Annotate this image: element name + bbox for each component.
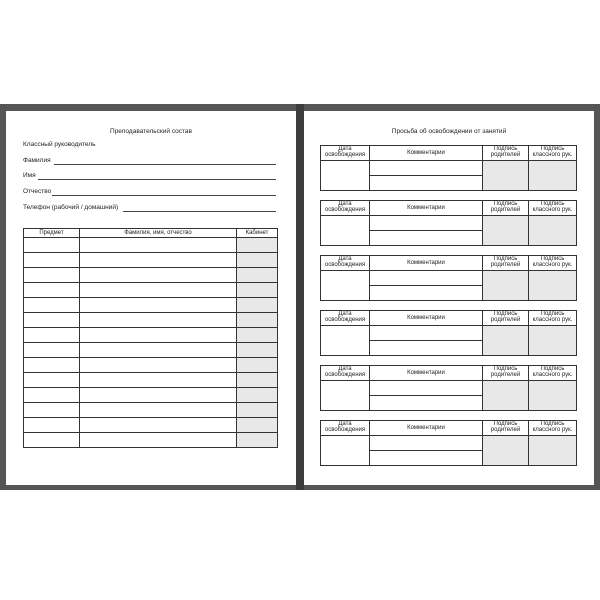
- subject-cell[interactable]: [24, 388, 80, 403]
- subject-cell[interactable]: [24, 358, 80, 373]
- table-row: [24, 403, 278, 418]
- table-row: [24, 283, 278, 298]
- header-teacher-signature: Подпись классного рук.: [529, 146, 577, 161]
- field-surname-label: Фамилия: [23, 157, 51, 164]
- table-row: [24, 358, 278, 373]
- header-comments: Комментарии: [370, 421, 483, 436]
- subject-cell[interactable]: [24, 418, 80, 433]
- table-row: [24, 433, 278, 448]
- teacher-signature-cell[interactable]: [529, 216, 577, 246]
- exemption-header: [321, 146, 577, 161]
- exemption-block: [320, 255, 577, 301]
- subject-cell[interactable]: [24, 253, 80, 268]
- header-parents-signature: Подпись родителей: [483, 146, 529, 161]
- room-cell[interactable]: [237, 433, 278, 448]
- header-date: Дата освобождения: [321, 201, 370, 216]
- table-row: [24, 388, 278, 403]
- exemption-block: [320, 200, 577, 246]
- header-date: Дата освобождения: [321, 421, 370, 436]
- header-room: Кабинет: [237, 229, 278, 238]
- table-row: [24, 238, 278, 253]
- field-phone-line[interactable]: [123, 211, 276, 212]
- field-patronymic-label: Отчество: [23, 188, 52, 195]
- comment-line[interactable]: [370, 161, 483, 176]
- teacher-name-cell[interactable]: [80, 238, 237, 253]
- exemption-header: [321, 421, 577, 436]
- parents-signature-cell[interactable]: [483, 216, 529, 246]
- header-teacher-signature: Подпись классного рук.: [529, 256, 577, 271]
- teacher-name-cell[interactable]: [80, 253, 237, 268]
- teacher-name-cell[interactable]: [80, 358, 237, 373]
- teacher-name-cell[interactable]: [80, 373, 237, 388]
- field-class-teacher-label: Классный руководитель: [23, 141, 96, 148]
- header-teacher-signature: Подпись классного рук.: [529, 311, 577, 326]
- teacher-name-cell[interactable]: [80, 283, 237, 298]
- field-name-line[interactable]: [38, 179, 276, 180]
- field-name-label: Имя: [23, 172, 36, 179]
- room-cell[interactable]: [237, 418, 278, 433]
- subject-cell[interactable]: [24, 268, 80, 283]
- teacher-name-cell[interactable]: [80, 313, 237, 328]
- date-cell[interactable]: [321, 436, 370, 466]
- header-date: Дата освобождения: [321, 146, 370, 161]
- subject-cell[interactable]: [24, 238, 80, 253]
- table-row: [24, 268, 278, 283]
- page-fold: [296, 104, 304, 490]
- parents-signature-cell[interactable]: [483, 326, 529, 356]
- subject-cell[interactable]: [24, 373, 80, 388]
- room-cell[interactable]: [237, 373, 278, 388]
- room-cell[interactable]: [237, 298, 278, 313]
- header-date: Дата освобождения: [321, 366, 370, 381]
- comment-line[interactable]: [370, 271, 483, 286]
- comment-line[interactable]: [370, 381, 483, 396]
- comment-line[interactable]: [370, 216, 483, 231]
- teacher-name-cell[interactable]: [80, 328, 237, 343]
- comment-line[interactable]: [370, 396, 483, 411]
- teachers-table-header: [24, 229, 278, 238]
- table-row: [24, 418, 278, 433]
- teacher-name-cell[interactable]: [80, 268, 237, 283]
- parents-signature-cell[interactable]: [483, 436, 529, 466]
- table-row: [24, 253, 278, 268]
- exemption-header: [321, 366, 577, 381]
- table-row: [24, 328, 278, 343]
- header-parents-signature: Подпись родителей: [483, 201, 529, 216]
- header-date: Дата освобождения: [321, 256, 370, 271]
- room-cell[interactable]: [237, 253, 278, 268]
- parents-signature-cell[interactable]: [483, 161, 529, 191]
- left-page: [6, 111, 296, 485]
- header-date: Дата освобождения: [321, 311, 370, 326]
- exemption-header: [321, 311, 577, 326]
- teacher-name-cell[interactable]: [80, 298, 237, 313]
- parents-signature-cell[interactable]: [483, 381, 529, 411]
- teacher-name-cell[interactable]: [80, 388, 237, 403]
- header-parents-signature: Подпись родителей: [483, 256, 529, 271]
- room-cell[interactable]: [237, 388, 278, 403]
- header-parents-signature: Подпись родителей: [483, 311, 529, 326]
- right-page: [304, 111, 594, 485]
- teacher-signature-cell[interactable]: [529, 271, 577, 301]
- comment-line[interactable]: [370, 286, 483, 301]
- field-patronymic-line[interactable]: [52, 195, 276, 196]
- date-cell[interactable]: [321, 271, 370, 301]
- room-cell[interactable]: [237, 283, 278, 298]
- teacher-name-cell[interactable]: [80, 433, 237, 448]
- comment-line[interactable]: [370, 436, 483, 451]
- exemption-header: [321, 256, 577, 271]
- room-cell[interactable]: [237, 343, 278, 358]
- teachers-table: [23, 228, 278, 448]
- subject-cell[interactable]: [24, 433, 80, 448]
- field-phone-label: Телефон (рабочий / домашний): [23, 204, 119, 211]
- date-cell[interactable]: [321, 326, 370, 356]
- field-surname-line[interactable]: [54, 164, 276, 165]
- header-teacher-name: Фамилия, имя, отчество: [80, 229, 237, 238]
- comment-line[interactable]: [370, 341, 483, 356]
- date-cell[interactable]: [321, 161, 370, 191]
- table-row: [24, 343, 278, 358]
- teacher-signature-cell[interactable]: [529, 381, 577, 411]
- subject-cell[interactable]: [24, 343, 80, 358]
- header-comments: Комментарии: [370, 366, 483, 381]
- teacher-name-cell[interactable]: [80, 403, 237, 418]
- teacher-signature-cell[interactable]: [529, 161, 577, 191]
- teacher-name-cell[interactable]: [80, 418, 237, 433]
- header-comments: Комментарии: [370, 146, 483, 161]
- room-cell[interactable]: [237, 328, 278, 343]
- comment-line[interactable]: [370, 231, 483, 246]
- header-subject: Предмет: [24, 229, 80, 238]
- comment-line[interactable]: [370, 176, 483, 191]
- table-row: [24, 298, 278, 313]
- right-page-title: Просьба об освобождении от занятий: [391, 128, 507, 135]
- header-comments: Комментарии: [370, 201, 483, 216]
- parents-signature-cell[interactable]: [483, 271, 529, 301]
- subject-cell[interactable]: [24, 313, 80, 328]
- date-cell[interactable]: [321, 381, 370, 411]
- subject-cell[interactable]: [24, 298, 80, 313]
- exemption-block: [320, 420, 577, 466]
- room-cell[interactable]: [237, 358, 278, 373]
- room-cell[interactable]: [237, 238, 278, 253]
- exemption-block: [320, 310, 577, 356]
- exemption-header: [321, 201, 577, 216]
- header-teacher-signature: Подпись классного рук.: [529, 201, 577, 216]
- header-parents-signature: Подпись родителей: [483, 366, 529, 381]
- teacher-signature-cell[interactable]: [529, 326, 577, 356]
- teacher-signature-cell[interactable]: [529, 436, 577, 466]
- date-cell[interactable]: [321, 216, 370, 246]
- header-comments: Комментарии: [370, 311, 483, 326]
- room-cell[interactable]: [237, 403, 278, 418]
- subject-cell[interactable]: [24, 328, 80, 343]
- room-cell[interactable]: [237, 313, 278, 328]
- table-row: [24, 373, 278, 388]
- left-page-title: Преподавательский состав: [110, 128, 192, 135]
- subject-cell[interactable]: [24, 283, 80, 298]
- header-teacher-signature: Подпись классного рук.: [529, 421, 577, 436]
- table-row: [24, 313, 278, 328]
- exemption-block: [320, 365, 577, 411]
- room-cell[interactable]: [237, 268, 278, 283]
- header-teacher-signature: Подпись классного рук.: [529, 366, 577, 381]
- exemption-block: [320, 145, 577, 191]
- header-comments: Комментарии: [370, 256, 483, 271]
- subject-cell[interactable]: [24, 403, 80, 418]
- header-parents-signature: Подпись родителей: [483, 421, 529, 436]
- comment-line[interactable]: [370, 326, 483, 341]
- teacher-name-cell[interactable]: [80, 343, 237, 358]
- comment-line[interactable]: [370, 451, 483, 466]
